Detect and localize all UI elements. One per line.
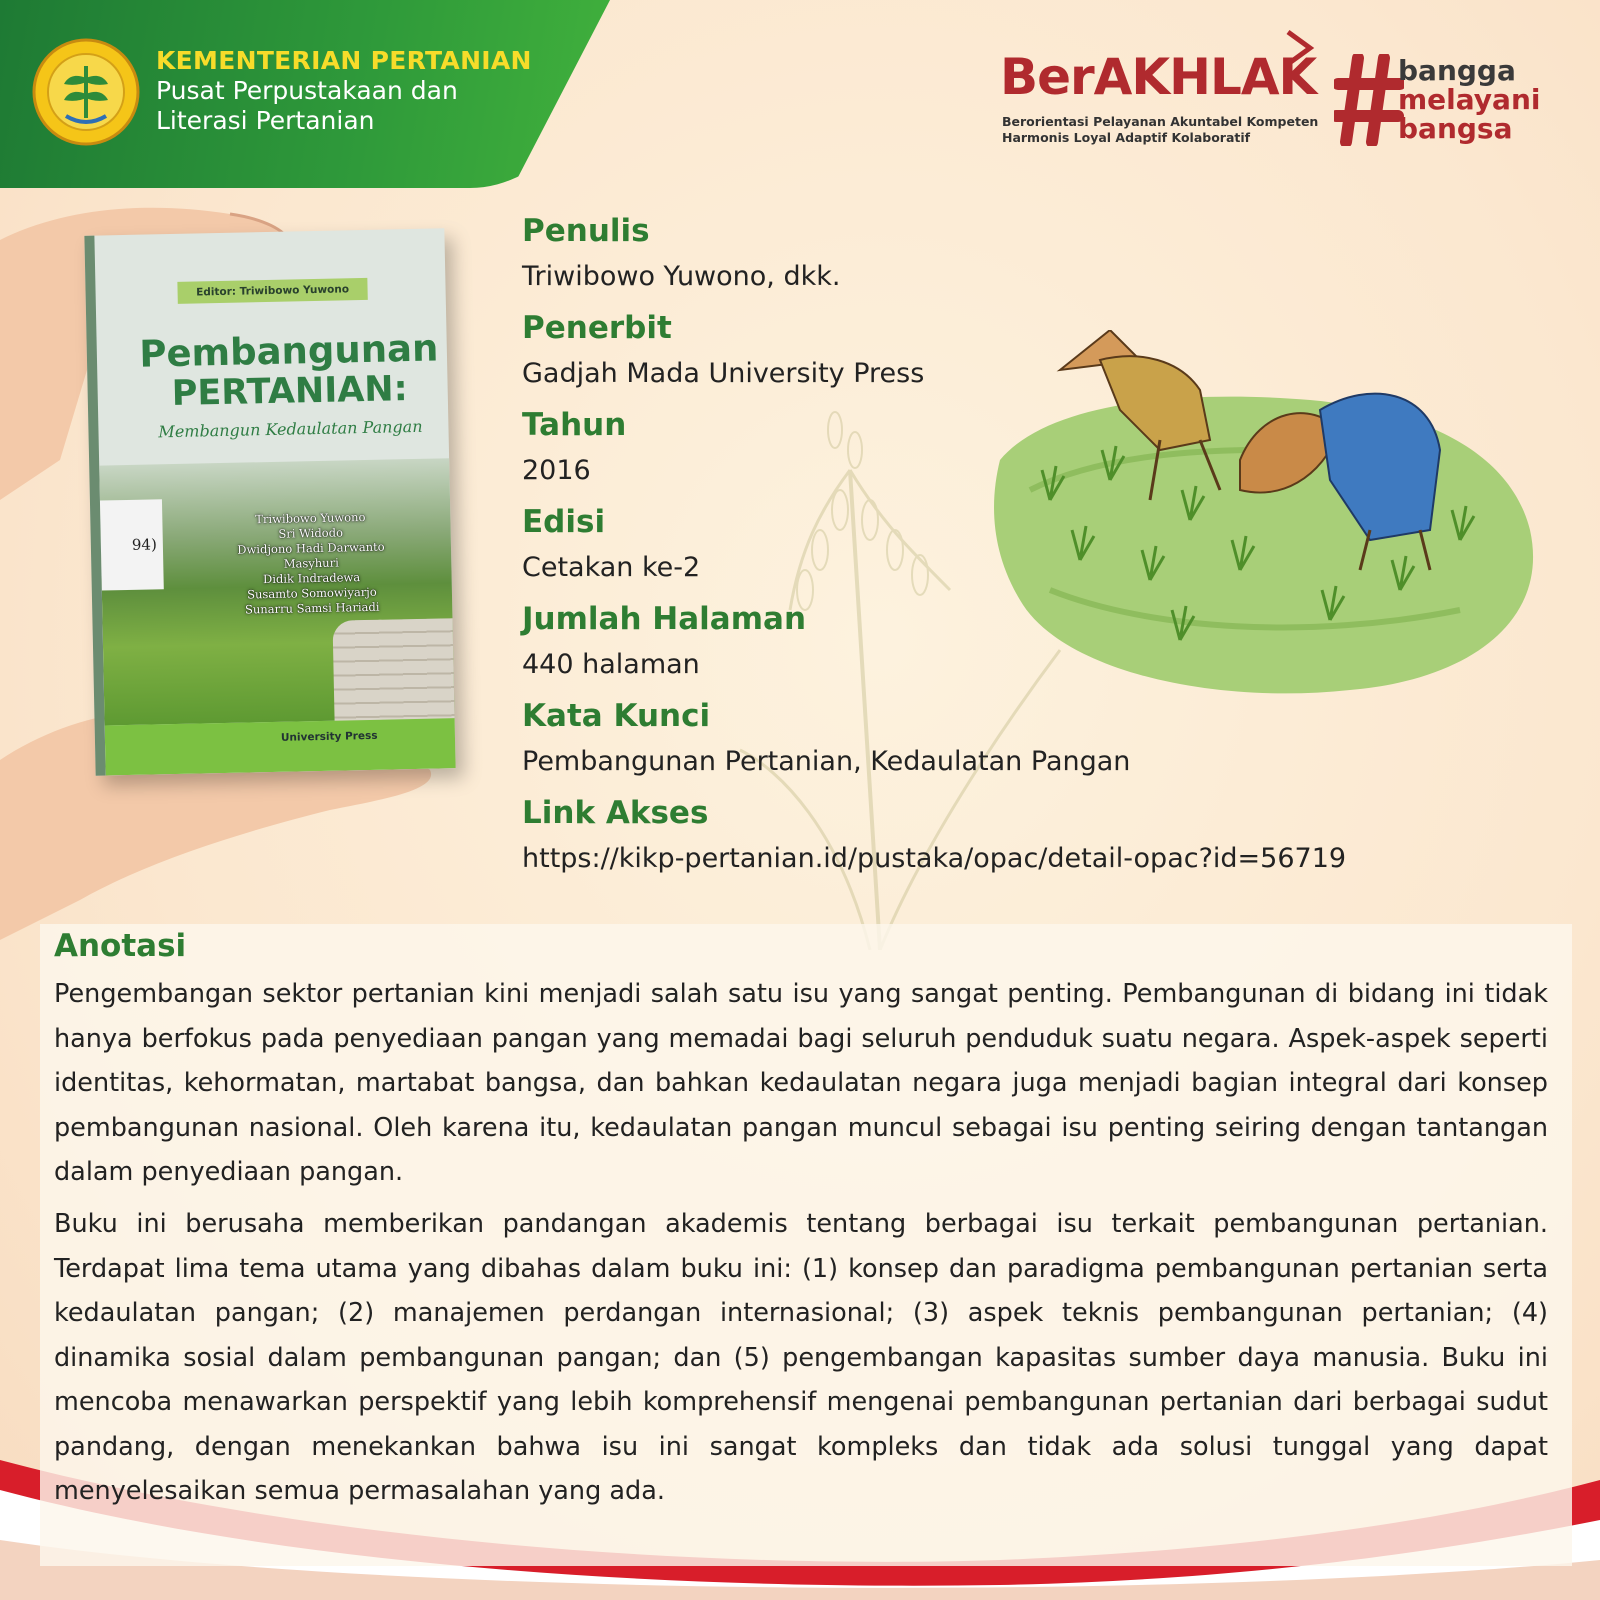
tahun-label: Tahun	[522, 407, 627, 443]
link-akses-url[interactable]: https://kikp-pertanian.id/pustaka/opac/detail-opac?id=56719	[522, 843, 1347, 874]
berakhlak-values-line2: Harmonis Loyal Adaptif Kolaboratif	[1002, 130, 1251, 145]
penerbit-label: Penerbit	[522, 310, 672, 346]
berakhlak-logo	[1000, 40, 1320, 160]
anotasi-title: Anotasi	[54, 928, 187, 964]
ministry-logo-icon	[32, 38, 140, 146]
book-cover	[84, 228, 455, 775]
berakhlak-values	[1002, 114, 1322, 146]
anotasi-paragraph-2: Buku ini berusaha memberikan pandangan akademis tentang berbagai isu terkait pembangunan pertanian. Terdapat lima tema utama yang dibahas dalam buku ini: (1) konsep dan paradigma pembangunan pertanian serta kedaulatan pangan; (2) manajemen perdangan internasional; (3) aspek teknis pembangunan pertanian; (4) dinamika sosial dalam pembangunan pangan; dan (5) pengembangan kapasitas sumber daya manusia. Buku ini mencoba menawarkan perspektif yang lebih komprehensif mengenai pembangunan pertanian dari berbagai sudut pandang, dengan menekankan bahwa isu ini sangat kompleks dan tidak ada solusi tunggal yang dapat menyelesaikan semua permasalahan yang ada.	[54, 1209, 1548, 1506]
tagline-melayani: melayani	[1398, 83, 1541, 116]
edisi-value: Cetakan ke-2	[522, 552, 701, 583]
ministry-title: KEMENTERIAN PERTANIAN	[156, 46, 532, 75]
book-authors	[160, 508, 455, 619]
tagline-bangsa: bangsa	[1398, 112, 1513, 145]
book-author: Masyhuri	[283, 555, 339, 571]
book-editor: Editor: Triwibowo Yuwono	[177, 278, 367, 304]
kata-kunci-label: Kata Kunci	[522, 698, 711, 734]
tahun-value: 2016	[522, 455, 591, 486]
book-title-line1: Pembangunan	[138, 326, 439, 376]
edisi-label: Edisi	[522, 504, 606, 540]
book-author: Triwibowo Yuwono	[255, 510, 366, 527]
bangga-melayani-bangsa	[1398, 56, 1558, 143]
book-author: Didik Indradewa	[262, 570, 361, 587]
book-author: Sri Widodo	[278, 525, 344, 541]
book-cover-footer	[105, 718, 456, 776]
kata-kunci-value: Pembangunan Pertanian, Kedaulatan Pangan	[522, 746, 1131, 777]
field-kata-kunci	[522, 695, 1502, 792]
book-title-line2: PERTANIAN:	[171, 369, 409, 415]
book-call-number: 94)	[100, 499, 164, 590]
field-edisi	[522, 501, 1502, 598]
book-cover-sacks	[332, 618, 455, 731]
ministry-unit-line2: Literasi Pertanian	[156, 106, 375, 135]
penulis-label: Penulis	[522, 213, 650, 249]
anotasi-paragraph-1: Pengembangan sektor pertanian kini menjadi salah satu isu yang sangat penting. Pembangunan di bidang ini tidak hanya berfokus pada penyediaan pangan yang memadai bagi seluruh penduduk suatu negara. Aspek-aspek seperti identitas, kehormatan, martabat bangsa, dan bahkan kedaulatan negara juga menjadi bagian integral dari konsep pembangunan nasional. Oleh karena itu, kedaulatan pangan muncul sebagai isu penting seiring dengan tantangan dalam penyediaan pangan.	[54, 979, 1548, 1187]
book-author: Sunarru Samsi Hariadi	[244, 599, 380, 617]
field-penulis	[522, 210, 1502, 307]
penerbit-value: Gadjah Mada University Press	[522, 358, 925, 389]
jumlah-halaman-value: 440 halaman	[522, 649, 700, 680]
tagline-bangga: bangga	[1398, 54, 1516, 87]
ministry-name	[156, 46, 586, 136]
book-author: Susamto Somowiyarjo	[246, 584, 377, 602]
book-metadata	[522, 210, 1502, 889]
hashtag-icon	[1334, 54, 1404, 146]
berakhlak-wordmark: BerAKHLAK	[1000, 48, 1317, 106]
field-jumlah-halaman	[522, 598, 1502, 695]
field-link-akses	[522, 792, 1502, 889]
book-subtitle: Membangun Kedaulatan Pangan	[158, 416, 423, 442]
jumlah-halaman-label: Jumlah Halaman	[522, 601, 807, 637]
link-akses-label: Link Akses	[522, 795, 709, 831]
penulis-value: Triwibowo Yuwono, dkk.	[522, 261, 841, 292]
book-author: Dwidjono Hadi Darwanto	[237, 539, 385, 557]
chevron-right-icon	[1282, 28, 1318, 68]
berakhlak-values-line1: Berorientasi Pelayanan Akuntabel Kompeten	[1002, 114, 1319, 129]
book-publisher-mark: University Press	[280, 729, 378, 744]
field-tahun	[522, 404, 1502, 501]
field-penerbit	[522, 307, 1502, 404]
ministry-unit-line1: Pusat Perpustakaan dan	[156, 76, 458, 105]
